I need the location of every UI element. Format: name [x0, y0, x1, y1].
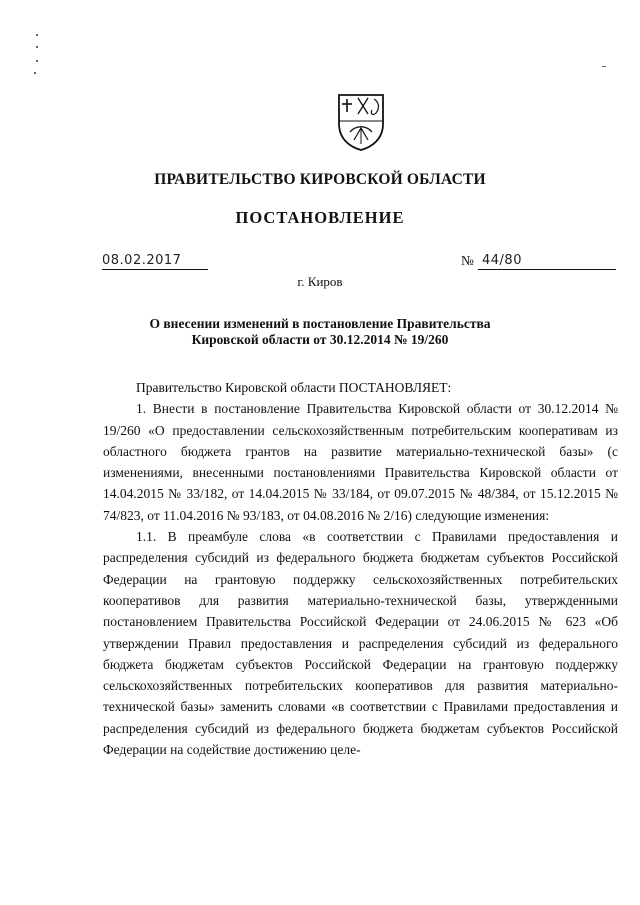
document-type-title: ПОСТАНОВЛЕНИЕ	[235, 208, 405, 227]
body-intro: Правительство Кировской области ПОСТАНОВЛЯЕТ:	[136, 380, 452, 395]
decree-body	[103, 377, 618, 760]
decree-date: 08.02.2017	[102, 253, 208, 270]
scan-artifact	[36, 34, 38, 36]
body-paragraph-1: 1. Внести в постановление Правительства Кировской области от 30.12.2014 № 19/260 «О предоставлении сельскохозяйственным потребительским кооперативам из областного бюджета грантов на развитие материально-технической базы» (с изменениями, внесенными постановлениями Правительства Кировской области от 14.04.2015 № 33/182, от 14.04.2015 № 33/184, от 09.07.2015 № 48/384, от 15.12.2015 № 74/823, от 11.04.2016 № 93/183, от 04.08.2016 № 2/16) следующие изменения:	[103, 401, 618, 523]
scan-artifact	[602, 66, 606, 67]
government-title: ПРАВИТЕЛЬСТВО КИРОВСКОЙ ОБЛАСТИ	[154, 171, 486, 188]
body-paragraph-1-1: 1.1. В преамбуле слова «в соответствии с Правилами предоставления и распределения субсидий из федерального бюджета бюджетам субъектов Российской Федерации на грантовую поддержку сельскохозяйственных потребительских кооперативов для развития материально-технической базы, утвержденными постановлением Правительства Российской Федерации от 24.06.2015 № 623 «Об утверждении Правил предоставления и распределения субсидий из федерального бюджета бюджетам субъектов Российской Федерации на грантовую поддержку сельскохозяйственных потребительских кооперативов для развития материально-технической базы» заменить словами «в соответствии с Правилами предоставления и распределения субсидий из федерального бюджета бюджетам субъектов Российской Федерации на содействие достижению целе-	[103, 529, 618, 758]
decree-subject	[0, 316, 640, 348]
number-label: №	[461, 253, 474, 268]
scan-artifact	[34, 72, 36, 74]
subject-line-1: О внесении изменений в постановление Правительства	[149, 316, 491, 331]
scan-artifact	[36, 60, 38, 62]
decree-number: 44/80	[478, 253, 616, 270]
coat-of-arms-emblem	[336, 92, 386, 152]
subject-line-2: Кировской области от 30.12.2014 № 19/260	[191, 332, 449, 347]
city-label: г. Киров	[297, 274, 343, 289]
scan-artifact	[36, 46, 38, 48]
